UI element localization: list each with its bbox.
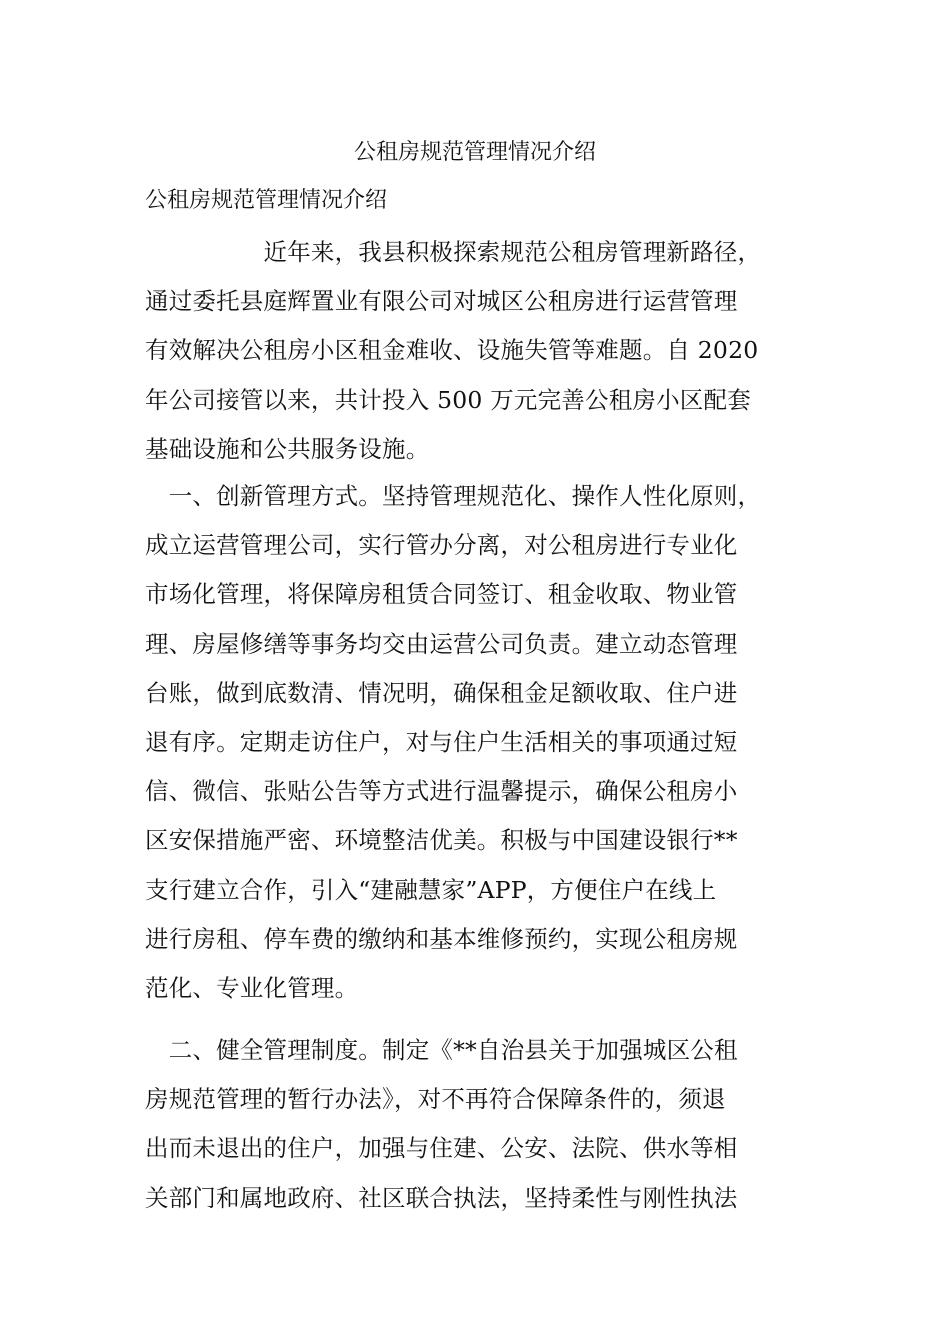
- paragraph-line: 关部门和属地政府、社区联合执法，坚持柔性与刚性执法: [145, 1183, 738, 1212]
- document-title: 公租房规范管理情况介绍: [353, 140, 596, 165]
- document-subtitle: 公租房规范管理情况介绍: [145, 188, 388, 213]
- paragraph-line: 范化、专业化管理。: [145, 974, 359, 1003]
- paragraph-section-2: [145, 1026, 825, 1223]
- paragraph-line: 台账，做到底数清、情况明，确保租金足额收取、住户进: [145, 678, 738, 707]
- paragraph-line: 年公司接管以来，共计投入 500 万元完善公租房小区配套: [145, 385, 751, 414]
- paragraph-line: 成立运营管理公司，实行管办分离，对公租房进行专业化: [145, 531, 738, 560]
- paragraph-line: 支行建立合作，引入“建融慧家”APP，方便住户在线上: [145, 875, 717, 904]
- paragraph-line: 区安保措施严密、环境整洁优美。积极与中国建设银行**: [145, 826, 738, 855]
- paragraph-line: 出而未退出的住户，加强与住建、公安、法院、供水等相: [145, 1134, 738, 1163]
- paragraph-line: 二、健全管理制度。制定《**自治县关于加强城区公租: [145, 1036, 738, 1064]
- paragraph-line: 信、微信、张贴公告等方式进行温馨提示，确保公租房小: [145, 777, 738, 806]
- paragraph-intro: [145, 228, 825, 474]
- paragraph-line: 理、房屋修缮等事务均交由运营公司负责。建立动态管理: [145, 629, 738, 658]
- paragraph-section-1: [145, 472, 825, 1013]
- paragraph-line: 近年来，我县积极探索规范公租房管理新路径，: [145, 238, 762, 266]
- paragraph-line: 退有序。定期走访住户，对与住户生活相关的事项通过短: [145, 728, 738, 757]
- paragraph-line: 通过委托县庭辉置业有限公司对城区公租房进行运营管理: [145, 287, 738, 316]
- paragraph-line: 房规范管理的暂行办法》，对不再符合保障条件的，须退: [145, 1085, 726, 1114]
- paragraph-line: 市场化管理，将保障房租赁合同签订、租金收取、物业管: [145, 580, 738, 609]
- paragraph-line: 一、创新管理方式。坚持管理规范化、操作人性化原则，: [145, 482, 762, 510]
- paragraph-line: 基础设施和公共服务设施。: [145, 434, 430, 463]
- paragraph-line: 进行房租、停车费的缴纳和基本维修预约，实现公租房规: [145, 924, 738, 953]
- paragraph-line: 有效解决公租房小区租金难收、设施失管等难题。自 2020: [145, 336, 759, 365]
